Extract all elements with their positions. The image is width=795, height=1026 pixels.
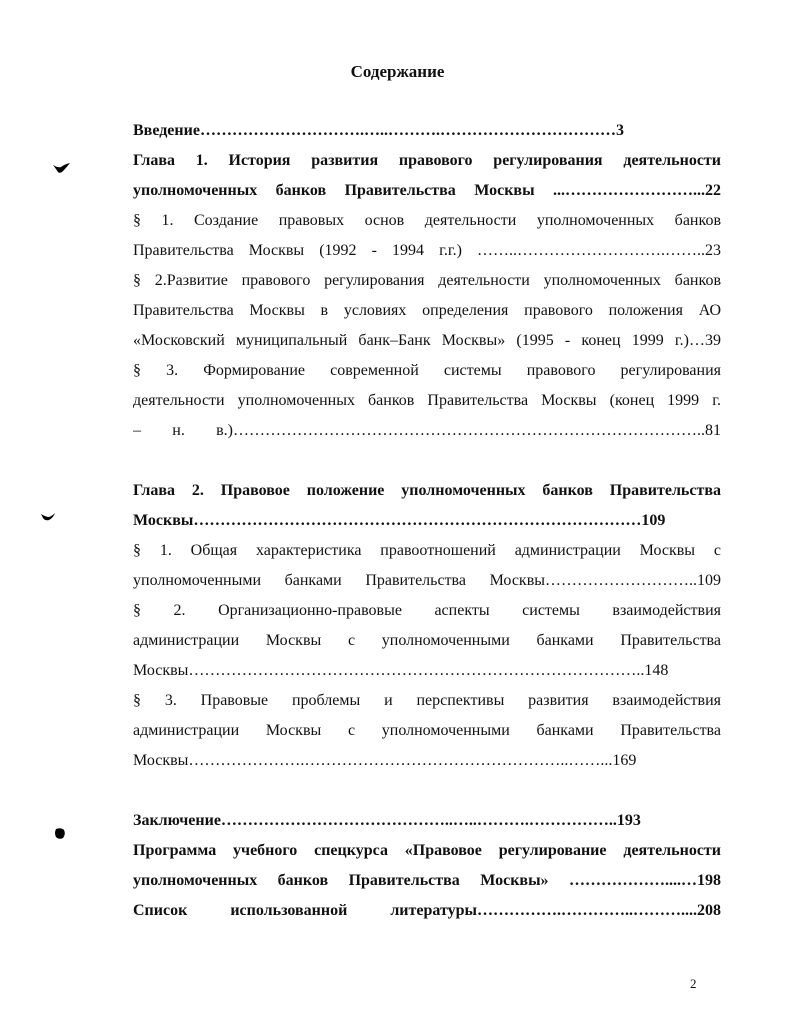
toc-ch1-s3-line2: деятельности уполномоченных банков Правительства Москвы (конец 1999 г. bbox=[133, 392, 721, 409]
ink-blot-mark bbox=[53, 827, 67, 841]
toc-references: Список использованной литературы…………….…………..………....208 bbox=[133, 902, 721, 919]
page-number: 2 bbox=[690, 976, 697, 991]
toc-ch1-s2-line3: «Московский муниципальный банк–Банк Москвы» (1995 - конец 1999 г.)…39 bbox=[133, 332, 721, 349]
toc-chapter2-block bbox=[133, 476, 721, 776]
toc-conclusion: Заключение……………………………………..…..……….……………..193 bbox=[133, 812, 641, 829]
toc-ch2-s2-line3: Москвы…………………………………………………………………………..148 bbox=[133, 662, 669, 679]
toc-ch2-s3-line2: администрации Москвы с уполномоченными банками Правительства bbox=[133, 722, 721, 739]
toc-ch1-s1-line1: § 1. Создание правовых основ деятельности уполномоченных банков bbox=[133, 212, 721, 229]
toc-chapter1-block bbox=[133, 116, 721, 446]
toc-chapter2-line1: Глава 2. Правовое положение уполномоченных банков Правительства bbox=[133, 482, 721, 499]
toc-intro: Введение………………………….…..……….……………………………3 bbox=[133, 122, 624, 139]
toc-ch2-s1-line1: § 1. Общая характеристика правоотношений администрации Москвы с bbox=[133, 542, 721, 559]
toc-program-line2: уполномоченных банков Правительства Москвы» ………………....…198 bbox=[133, 872, 721, 889]
toc-chapter1-line2: уполномоченных банков Правительства Москвы ...……………………...22 bbox=[133, 182, 721, 199]
toc-ch2-s3-line3: Москвы………………….…………………………………………..……...169 bbox=[133, 752, 637, 769]
toc-ch1-s1-line2: Правительства Москвы (1992 - 1994 г.г.) ……..……………………….……..23 bbox=[133, 242, 721, 259]
toc-ch1-s2-line2: Правительства Москвы в условиях определения правового положения АО bbox=[133, 302, 721, 319]
toc-ch2-s1-line2: уполномоченными банками Правительства Москвы………………………..109 bbox=[133, 572, 721, 589]
page-title: Содержание bbox=[350, 62, 445, 81]
toc-chapter1-line1: Глава 1. История развития правового регулирования деятельности bbox=[133, 152, 721, 169]
toc-ch1-s3-line3: – н. в.)……………………………………………………………………………..81 bbox=[133, 422, 721, 439]
ink-blot-mark bbox=[40, 512, 56, 522]
toc-chapter2-line2: Москвы…………………………………………………………………………109 bbox=[133, 512, 666, 529]
toc-program-line1: Программа учебного спецкурса «Правовое регулирование деятельности bbox=[133, 842, 721, 859]
toc-ch2-s2-line1: § 2. Организационно-правовые аспекты системы взаимодействия bbox=[133, 602, 721, 619]
ink-blot-mark bbox=[52, 162, 72, 176]
toc-ch2-s2-line2: администрации Москвы с уполномоченными банками Правительства bbox=[133, 632, 721, 649]
toc-ch1-s3-line1: § 3. Формирование современной системы правового регулирования bbox=[133, 362, 721, 379]
toc-ch2-s3-line1: § 3. Правовые проблемы и перспективы развития взаимодействия bbox=[133, 692, 721, 709]
toc-ch1-s2-line1: § 2.Развитие правового регулирования деятельности уполномоченных банков bbox=[133, 272, 721, 289]
toc-final-block bbox=[133, 806, 721, 926]
